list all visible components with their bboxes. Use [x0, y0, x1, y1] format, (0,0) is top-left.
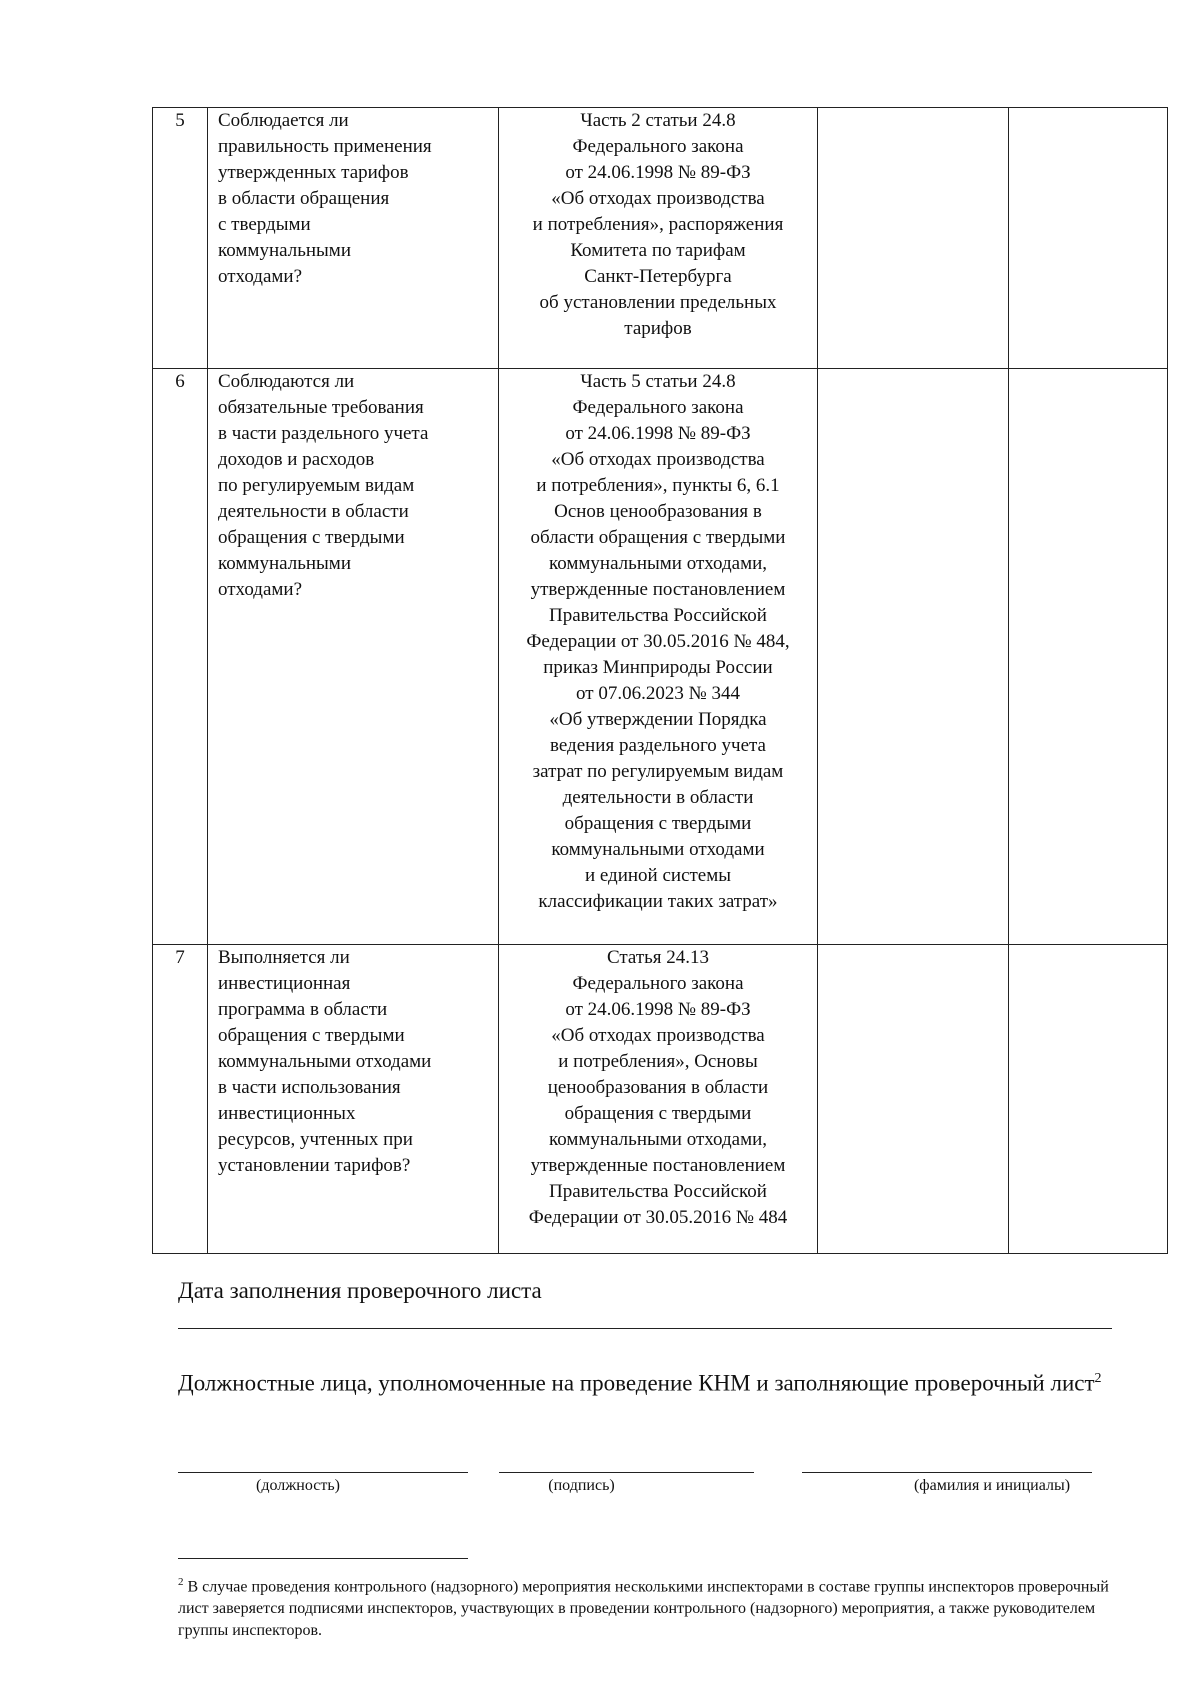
footnote	[178, 1571, 1133, 1642]
row-note-cell	[1009, 945, 1168, 1254]
footnote-separator	[178, 1558, 468, 1559]
row-answer-cell	[818, 108, 1009, 369]
name-signature-line	[802, 1472, 1092, 1473]
row-number: 5	[153, 108, 208, 369]
officials-text: Должностные лица, уполномоченные на проведение КНМ и заполняющие проверочный лист	[178, 1370, 1095, 1396]
row-answer-cell	[818, 369, 1009, 945]
row-note-cell	[1009, 369, 1168, 945]
table-row	[153, 108, 1168, 369]
footnote-mark: 2	[178, 1576, 184, 1588]
row-question: Выполняется ли инвестиционная программа в области обращения с твердыми коммунальными отходами в части использования инвестиционных ресурсов, учтенных при установлении тарифов?	[208, 945, 499, 1254]
officials-heading	[178, 1364, 1118, 1398]
table-row	[153, 369, 1168, 945]
signature-caption: (подпись)	[548, 1477, 615, 1494]
row-legal-basis: Статья 24.13 Федерального закона от 24.06.1998 № 89-ФЗ «Об отходах производства и потребления», Основы ценообразования в области обращения с твердыми коммунальными отходами, утвержденные постановлением Правительства Российской Федерации от 30.05.2016 № 484	[499, 945, 818, 1254]
row-question: Соблюдается ли правильность применения утвержденных тарифов в области обращения с твердыми коммунальными отходами?	[208, 108, 499, 369]
footnote-text: В случае проведения контрольного (надзорного) мероприятия несколькими инспекторами в составе группы инспекторов проверочный лист заверяется подписями инспекторов, участвующих в проведении контрольного (надзорного) мероприятия, а также руководителем группы инспекторов.	[178, 1578, 1109, 1640]
row-question: Соблюдаются ли обязательные требования в части раздельного учета доходов и расходов по регулируемым видам деятельности в области обращения с твердыми коммунальными отходами?	[208, 369, 499, 945]
fill-date-label: Дата заполнения проверочного листа	[178, 1278, 542, 1303]
position-signature-line	[178, 1472, 468, 1473]
name-caption: (фамилия и инициалы)	[913, 1477, 1071, 1494]
signature-line	[499, 1472, 754, 1473]
row-note-cell	[1009, 108, 1168, 369]
row-answer-cell	[818, 945, 1009, 1254]
fill-date-line	[178, 1328, 1112, 1329]
footnote-ref: 2	[1094, 1371, 1102, 1386]
position-caption: (должность)	[256, 1477, 340, 1494]
row-number: 7	[153, 945, 208, 1254]
checklist-table	[152, 107, 1168, 1254]
row-legal-basis: Часть 5 статьи 24.8 Федерального закона от 24.06.1998 № 89-ФЗ «Об отходах производства и потребления», пункты 6, 6.1 Основ ценообразования в области обращения с твердыми коммунальными отходами, утвержденные постановлением Правительства Российской Федерации от 30.05.2016 № 484, приказ Минприроды России от 07.06.2023 № 344 «Об утверждении Порядка ведения раздельного учета затрат по регулируемым видам деятельности в области обращения с твердыми коммунальными отходами и единой системы классификации таких затрат»	[499, 369, 818, 945]
row-legal-basis: Часть 2 статьи 24.8 Федерального закона от 24.06.1998 № 89-ФЗ «Об отходах производства и потребления», распоряжения Комитета по тарифам Санкт-Петербурга об установлении предельных тарифов	[499, 108, 818, 369]
table-row	[153, 945, 1168, 1254]
row-number: 6	[153, 369, 208, 945]
